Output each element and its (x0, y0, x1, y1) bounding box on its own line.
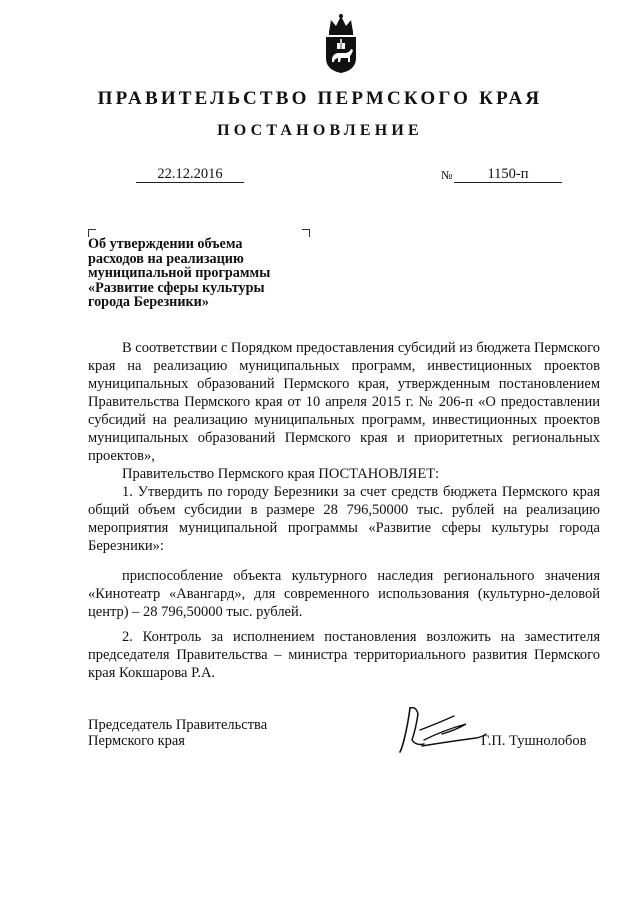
subject-line: муниципальной программы (88, 265, 271, 281)
item-1-detail-paragraph: приспособление объекта культурного наследия регионального значения «Кинотеатр «Авангард», для современного использования (культурно-деловой центр) – 28 796,50000 тыс. рублей. (88, 568, 600, 620)
item-2-paragraph: 2. Контроль за исполнением постановления возложить на заместителя председателя Правительства – министра территориального развития Пермского края Кокшарова Р.А. (88, 629, 600, 681)
number-underline (454, 182, 562, 183)
subject-line: «Развитие сферы культуры (88, 279, 265, 296)
document-date: 22.12.2016 (157, 166, 223, 182)
organization-title: ПРАВИТЕЛЬСТВО ПЕРМСКОГО КРАЯ (97, 88, 543, 109)
preamble-paragraph: В соответствии с Порядком предоставления субсидий из бюджета Пермского края на реализацию муниципальных программ, инвестиционных проектов муниципальных образований Пермского края, утвержденным постановлением Правительства Пермского края от 10 апреля 2015 г. № 206-п «О предоставлении субсидий на реализацию муниципальных программ, инвестиционных проектов муниципальных образований Пермского края и приоритетных региональных проектов», (88, 340, 600, 464)
item-1-paragraph: 1. Утвердить по городу Березники за счет средств бюджета Пермского края общий объем субсидии в размере 28 796,50000 тыс. рублей на реализацию мероприятия муниципальной программы «Развитие сферы культуры города Березники»: (88, 484, 600, 554)
document-type-title: ПОСТАНОВЛЕНИЕ (217, 122, 423, 139)
signer-position (88, 717, 267, 749)
number-sign: № (441, 168, 453, 182)
subject-heading (88, 237, 318, 310)
subject-line: города Березники» (88, 294, 209, 310)
subject-corner-right (302, 229, 310, 237)
signer-position-line: Председатель Правительства (88, 717, 268, 733)
perm-krai-coat-of-arms-icon (323, 12, 359, 74)
signer-position-line: Пермского края (88, 733, 185, 749)
signer-name: Г.П. Тушнолобов (481, 733, 587, 749)
date-underline (136, 182, 244, 183)
resolves-paragraph: Правительство Пермского края ПОСТАНОВЛЯЕТ: (122, 466, 440, 482)
subject-line: Об утверждении объема (88, 236, 243, 252)
handwritten-signature (396, 700, 488, 756)
subject-line: расходов на реализацию (88, 250, 244, 267)
document-number: 1150-п (487, 166, 529, 182)
